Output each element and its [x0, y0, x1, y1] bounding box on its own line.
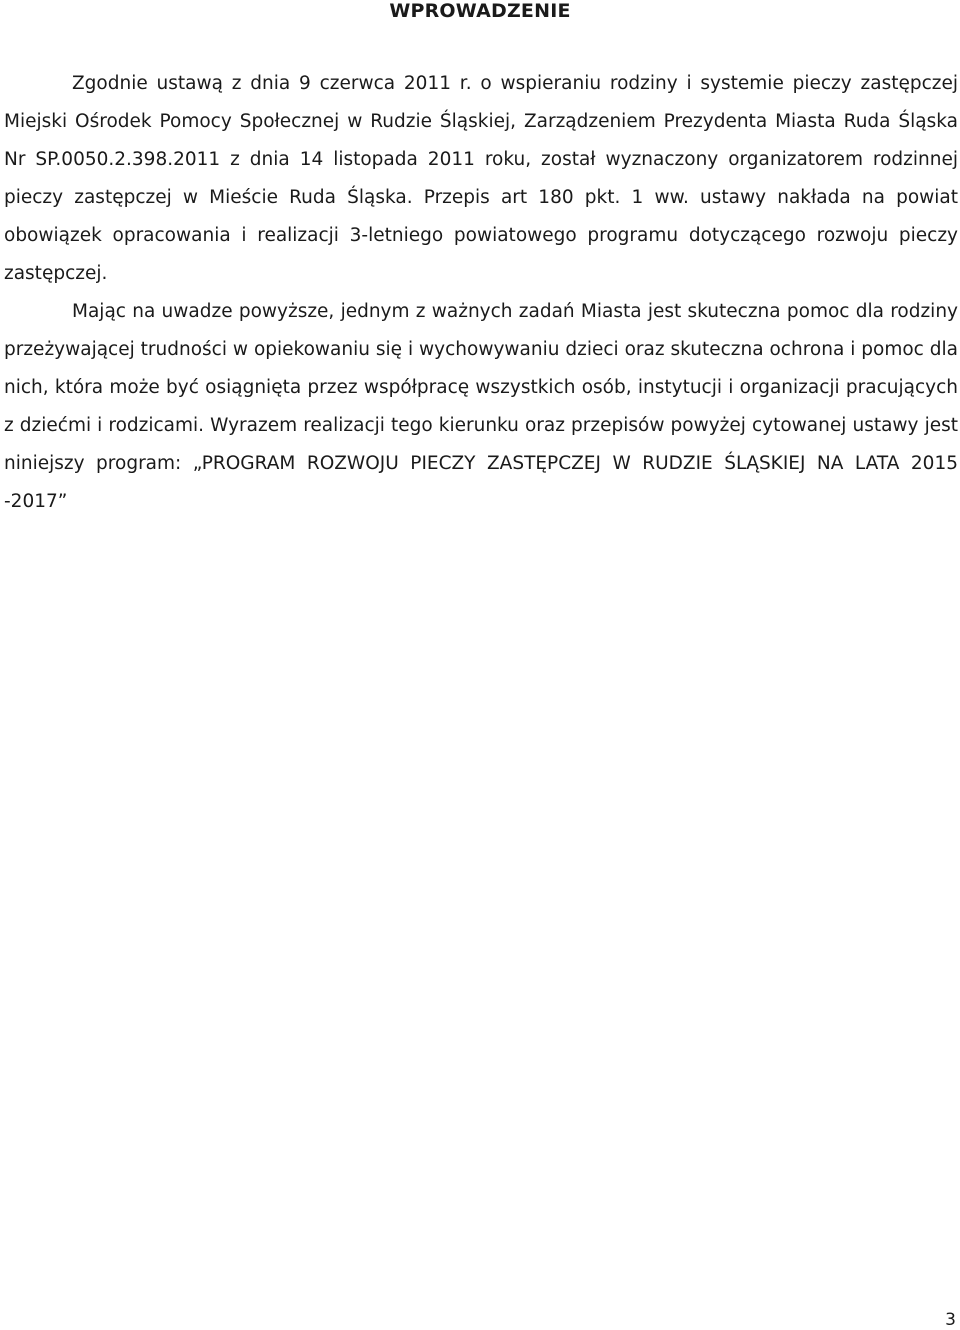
- section-heading: WPROWADZENIE: [389, 0, 571, 22]
- paragraph-program: Mając na uwadze powyższe, jednym z ważnych zadań Miasta jest skuteczna pomoc dla rodziny przeżywającej trudności w opiekowaniu się i wychowywaniu dzieci oraz skuteczna ochrona i pomoc dla nich, która może być osiągnięta przez współpracę wszystkich osób, instytucji i organizacji pracujących z dziećmi i rodzicami. Wyrazem realizacji tego kierunku oraz przepisów powyżej cytowanej ustawy jest niniejszy program: „PROGRAM ROZWOJU PIECZY ZASTĘPCZEJ W RUDZIE ŚLĄSKIEJ NA LATA 2015 -2017”: [4, 301, 958, 512]
- body-text: [4, 65, 958, 521]
- page-number: 3: [945, 1310, 956, 1330]
- paragraph-intro: Zgodnie ustawą z dnia 9 czerwca 2011 r. o wspieraniu rodziny i systemie pieczy zastępczej Miejski Ośrodek Pomocy Społecznej w Rudzie Śląskiej, Zarządzeniem Prezydenta Miasta Ruda Śląska Nr SP.0050.2.398.2011 z dnia 14 listopada 2011 roku, został wyznaczony organizatorem rodzinnej pieczy zastępczej w Mieście Ruda Śląska. Przepis art 180 pkt. 1 ww. ustawy nakłada na powiat obowiązek opracowania i realizacji 3-letniego powiatowego programu dotyczącego rozwoju pieczy zastępczej.: [4, 73, 958, 284]
